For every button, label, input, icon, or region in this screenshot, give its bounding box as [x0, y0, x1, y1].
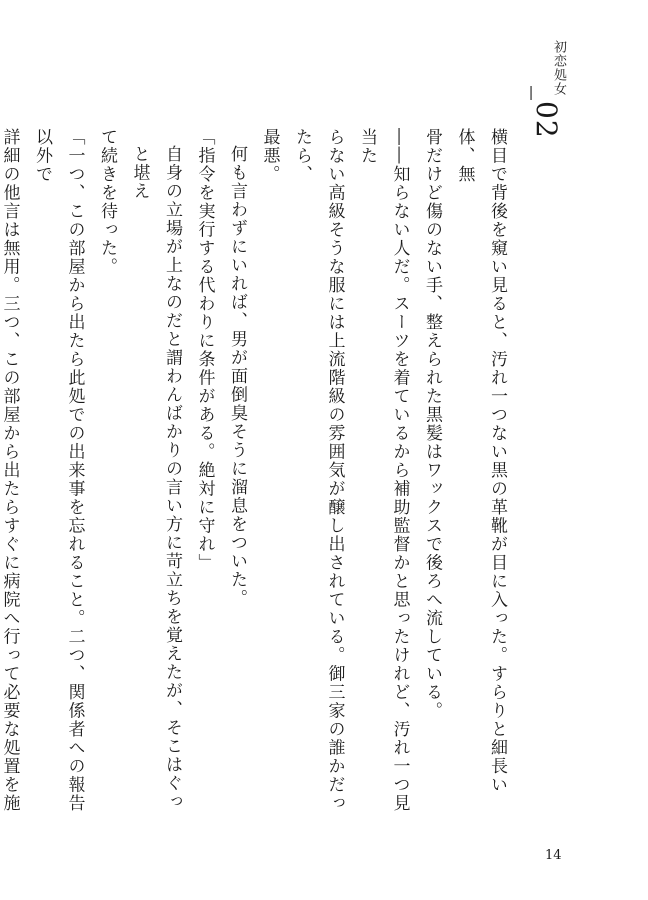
text-line: ――知らない人だ。スーツを着ているから補助監督かと思ったけれど、汚れ一つ見当た — [357, 128, 410, 813]
page-number: 14 — [545, 848, 562, 863]
text-line: 自身の立場が上なのだと謂わんばかりの言い方に苛立ちを覚えたが、そこはぐっと堪え — [129, 145, 182, 811]
text-line: 骨だけど傷のない手、整えられた黒髪はワックスで後ろへ流している。 — [422, 128, 442, 720]
text-line: 最悪。 — [259, 128, 280, 184]
running-head: 初恋処女 — [551, 40, 566, 96]
text-line: 何も言わずにいれば、男が面倒臭そうに溜息をついた。 — [227, 145, 247, 608]
text-line: て続きを待った。 — [97, 128, 117, 276]
text-line: 横目で背後を窺い見ると、汚れ一つない黒の革靴が目に入った。すらりと細長い体、無 — [454, 128, 507, 794]
chapter-number: _02 — [530, 86, 563, 139]
text-line: 詳細の他言は無用。三つ、この部屋から出たらすぐに病院へ行って必要な処置を施 — [0, 128, 20, 813]
body-text — [0, 128, 513, 818]
text-line: 「指令を実行する代わりに条件がある。絶対に守れ」 — [194, 128, 215, 572]
text-line: 「一つ、この部屋から出たら此処での出来事を忘れること。二つ、関係者への報告以外で — [32, 128, 85, 813]
text-line: らない高級そうな服には上流階級の雰囲気が醸し出されている。御三家の誰かだったら、 — [292, 128, 345, 813]
